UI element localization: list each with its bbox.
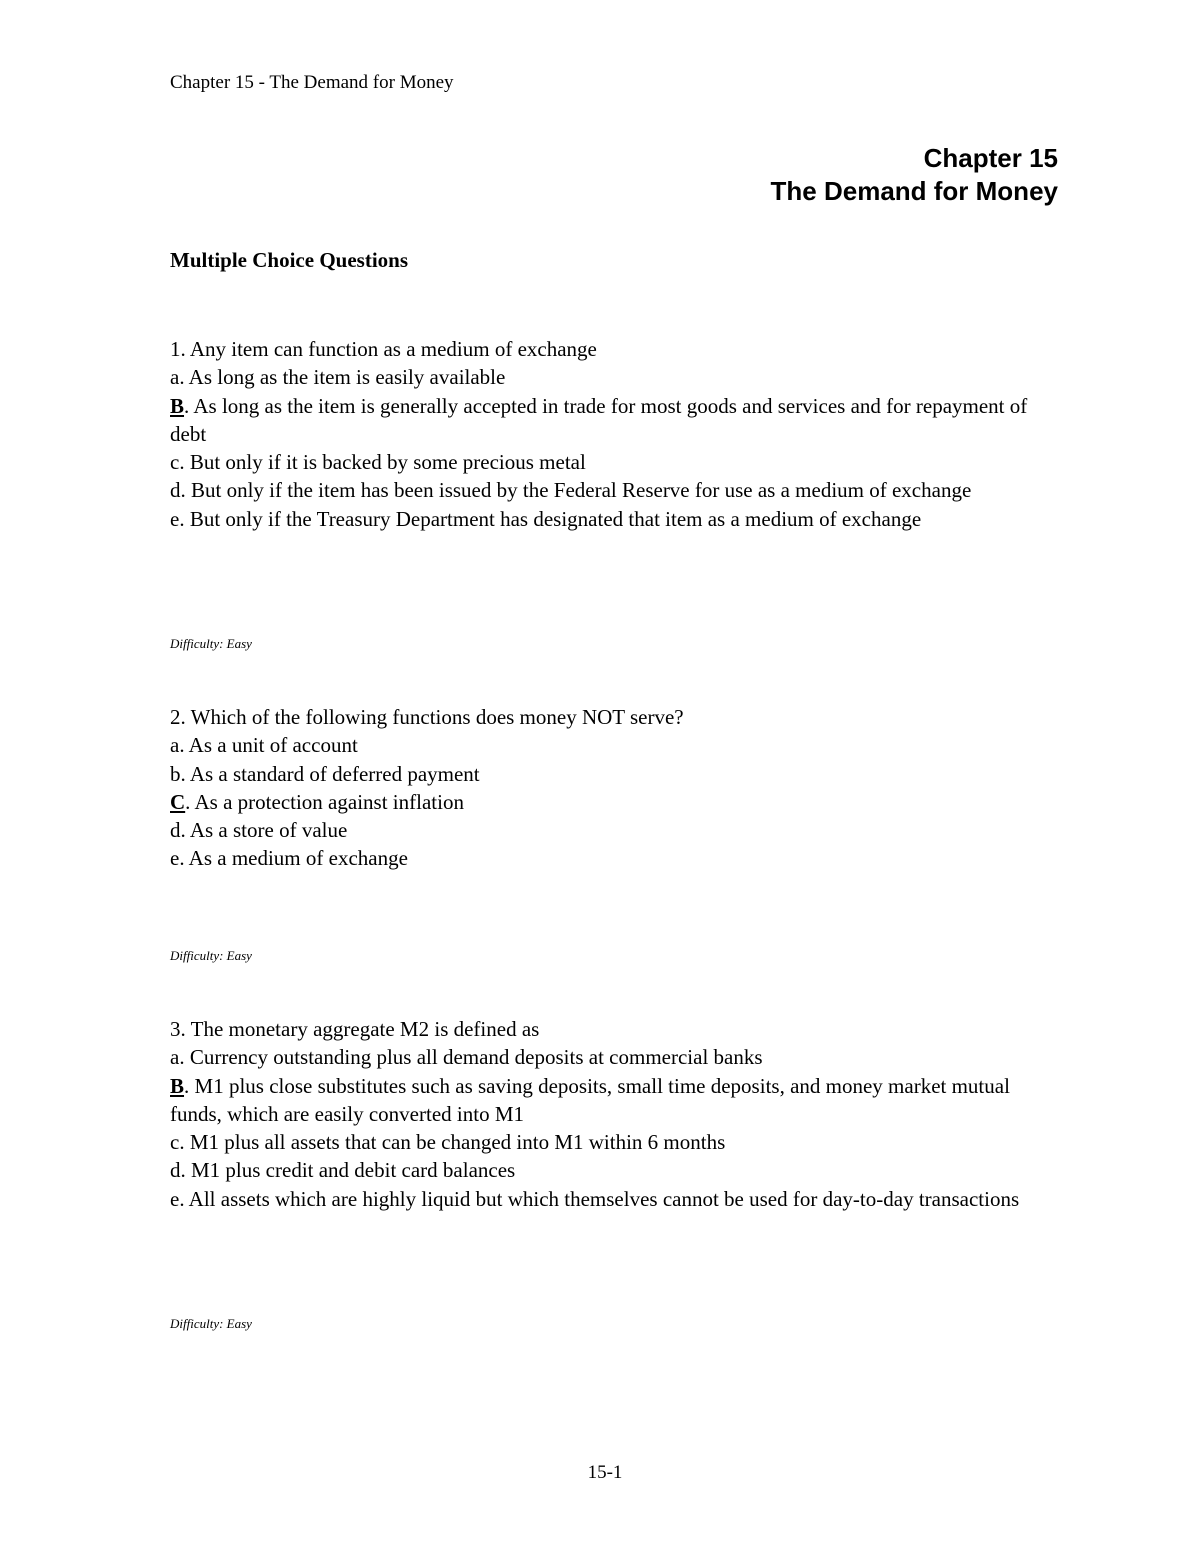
option: e. All assets which are highly liquid but which themselves cannot be used for day-to-day transactions xyxy=(170,1186,1020,1211)
difficulty-label: Difficulty: Easy xyxy=(170,948,252,963)
correct-answer-letter: B xyxy=(170,393,185,418)
question-stem: 1. Any item can function as a medium of exchange xyxy=(170,337,597,361)
correct-answer-letter: C xyxy=(170,789,186,814)
correct-answer-letter: B xyxy=(170,1073,185,1098)
option: e. But only if the Treasury Department has designated that item as a medium of exchange xyxy=(170,506,922,531)
option: d. As a store of value xyxy=(170,818,348,843)
difficulty-label: Difficulty: Easy xyxy=(170,1316,252,1331)
option-correct: B. M1 plus close substitutes such as saving deposits, small time deposits, and money market mutual funds, which are easily converted into M1 xyxy=(170,1073,1010,1126)
option: d. M1 plus credit and debit card balances xyxy=(170,1158,516,1183)
section-heading: Multiple Choice Questions xyxy=(170,248,409,272)
question-stem: 3. The monetary aggregate M2 is defined as xyxy=(170,1017,540,1041)
option: d. But only if the item has been issued by the Federal Reserve for use as a medium of exchange xyxy=(170,478,972,503)
chapter-title xyxy=(771,142,1058,208)
question-3 xyxy=(170,1015,1050,1213)
option: a. Currency outstanding plus all demand deposits at commercial banks xyxy=(170,1045,763,1070)
chapter-name: The Demand for Money xyxy=(770,176,1058,206)
option: a. As a unit of account xyxy=(170,733,358,758)
option: b. As a standard of deferred payment xyxy=(170,761,480,786)
option: e. As a medium of exchange xyxy=(170,846,408,871)
option: c. But only if it is backed by some precious metal xyxy=(170,450,586,475)
chapter-number: Chapter 15 xyxy=(923,143,1058,173)
option-correct: B. As long as the item is generally accepted in trade for most goods and services and for repayment of debt xyxy=(170,393,1028,446)
page-number: 15-1 xyxy=(587,1462,623,1483)
running-header: Chapter 15 - The Demand for Money xyxy=(170,72,454,93)
difficulty-label: Difficulty: Easy xyxy=(170,636,252,651)
option-correct: C. As a protection against inflation xyxy=(170,789,464,814)
option: a. As long as the item is easily available xyxy=(170,365,506,390)
question-2 xyxy=(170,703,1050,873)
question-stem: 2. Which of the following functions does money NOT serve? xyxy=(170,705,684,729)
question-1 xyxy=(170,335,1050,533)
option: c. M1 plus all assets that can be changed into M1 within 6 months xyxy=(170,1130,726,1155)
